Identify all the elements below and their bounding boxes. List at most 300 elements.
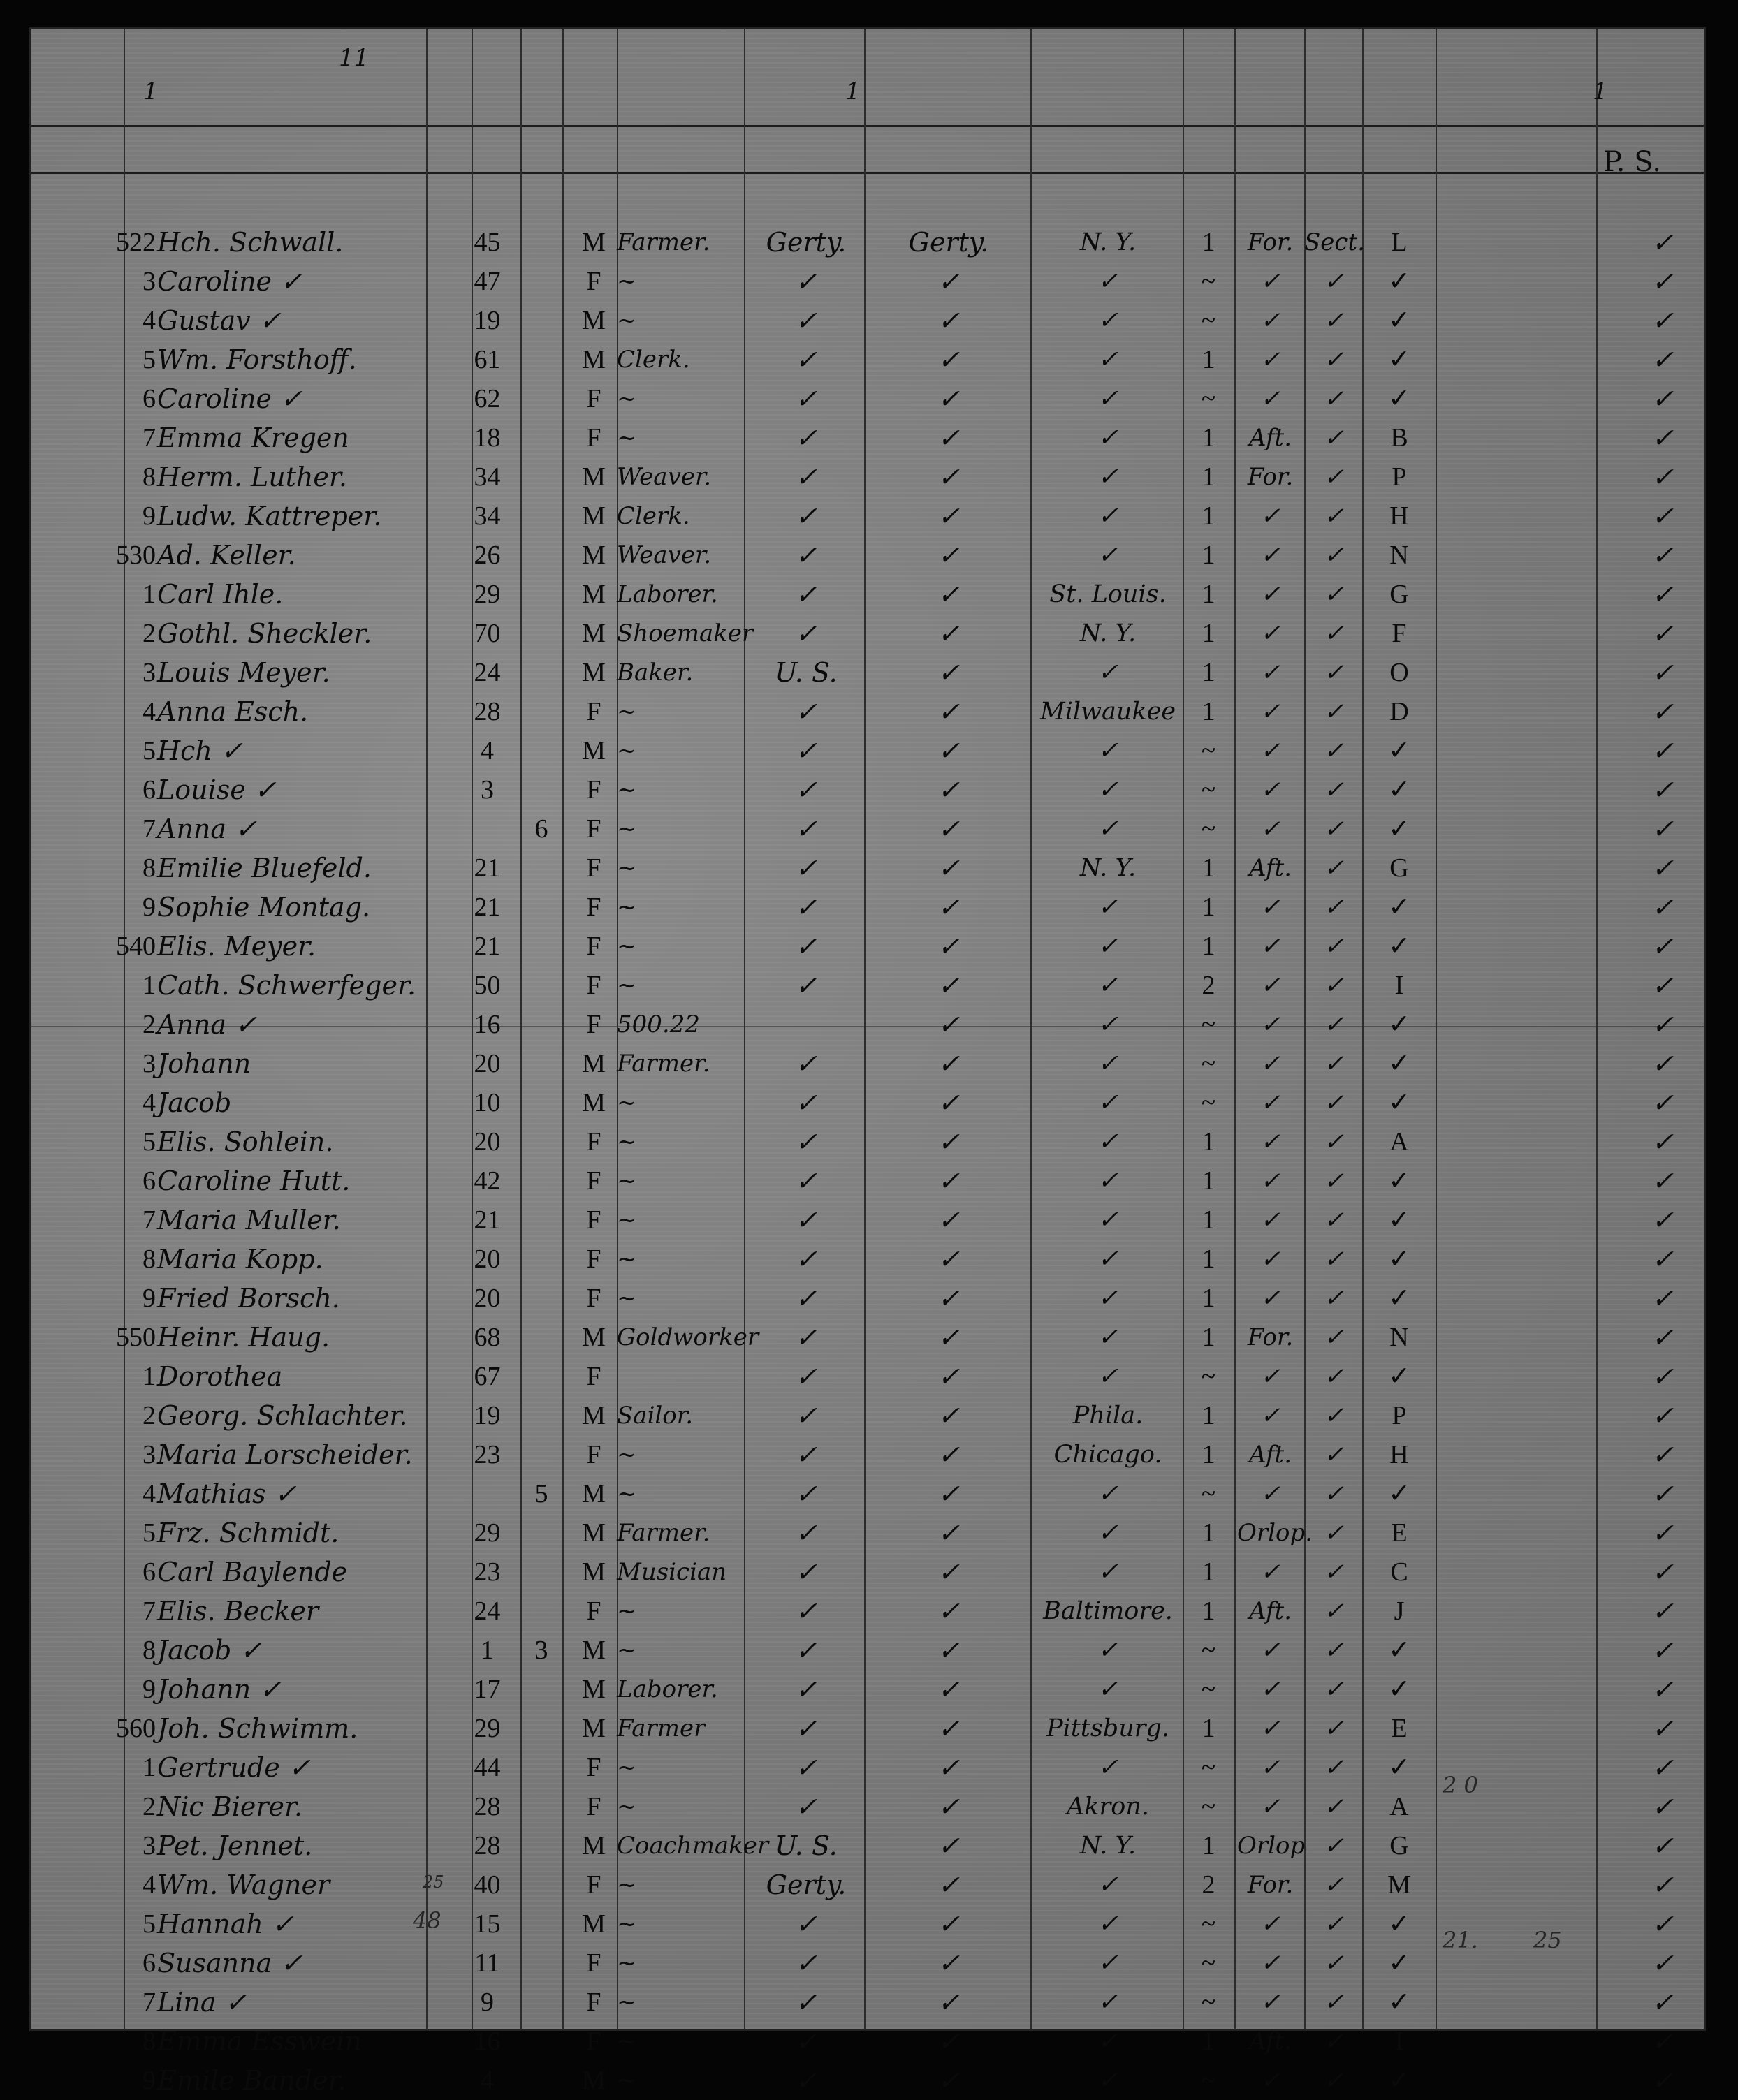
- cell-c10: ✓: [1260, 1988, 1280, 2016]
- cell-age: 20: [474, 1127, 501, 1157]
- manifest-row: [31, 1005, 1704, 1044]
- manifest-row: [31, 731, 1704, 770]
- cell-c10: ✓: [1260, 1245, 1280, 1273]
- cell-sex: M: [582, 1675, 606, 1704]
- cell-name: Louis Meyer.: [157, 657, 330, 688]
- cell-c6: ✓: [795, 1166, 817, 1196]
- cell-age: 21: [474, 893, 501, 922]
- cell-num: 6: [143, 384, 156, 413]
- cell-c8: ✓: [1097, 424, 1118, 452]
- cell-name: Louise ✓: [157, 774, 277, 805]
- cell-c9: 1: [1202, 228, 1215, 257]
- cell-c6: ✓: [795, 1557, 817, 1587]
- cell-c11: ✓: [1324, 463, 1344, 491]
- cell-age: 28: [474, 1792, 501, 1821]
- header-mark: 1: [1593, 78, 1608, 105]
- cell-c10: ✓: [1260, 893, 1280, 921]
- cell-name: Caroline ✓: [157, 266, 302, 297]
- cell-ps: ✓: [1651, 305, 1674, 336]
- cell-c7: ✓: [937, 1400, 960, 1431]
- cell-name: Cath. Schwerfeger.: [157, 970, 416, 1001]
- cell-name: Hannah ✓: [157, 1909, 294, 1939]
- cell-c9: 1: [1202, 658, 1215, 687]
- cell-c11: ✓: [1324, 1206, 1344, 1234]
- manifest-row: [31, 1709, 1704, 1748]
- cell-c7: ✓: [937, 266, 960, 297]
- cell-c11: ✓: [1324, 1558, 1344, 1586]
- cell-sex: M: [582, 1909, 606, 1939]
- cell-c7: ✓: [937, 1518, 960, 1548]
- cell-occ: ~: [617, 893, 637, 921]
- cell-c10: ✓: [1260, 1714, 1280, 1742]
- cell-c8: ✓: [1097, 463, 1118, 491]
- cell-age: 19: [474, 1401, 501, 1430]
- cell-mo: [520, 1044, 562, 1083]
- cell-num: 4: [143, 1870, 156, 1900]
- cell-age: 4: [481, 736, 494, 765]
- cell-mo: [520, 1709, 562, 1748]
- cell-c10: ✓: [1260, 971, 1280, 999]
- cell-occ: ~: [617, 1754, 637, 1782]
- cell-name: Herm. Luther.: [157, 462, 347, 492]
- cell-sex: M: [582, 580, 606, 609]
- cell-num: 6: [143, 775, 156, 805]
- cell-c7: ✓: [937, 1439, 960, 1470]
- cell-c9: 1: [1202, 1244, 1215, 1274]
- cell-ps: ✓: [1651, 1909, 1674, 1939]
- cell-name: Maria Muller.: [157, 1205, 341, 1235]
- cell-c6: [750, 1005, 863, 1044]
- cell-ps: ✓: [1651, 1635, 1674, 1666]
- cell-c8: Phila.: [1072, 1402, 1144, 1430]
- manifest-row: [31, 849, 1704, 888]
- cell-age: 17: [474, 1675, 501, 1704]
- manifest-row: [31, 1357, 1704, 1396]
- cell-age: 15: [474, 1909, 501, 1939]
- cell-mo: [520, 1748, 562, 1787]
- cell-mo: [520, 692, 562, 731]
- cell-mo: [520, 614, 562, 653]
- cell-mo: [520, 1279, 562, 1318]
- cell-c6: ✓: [795, 1283, 817, 1314]
- cell-sex: M: [582, 1714, 606, 1743]
- cell-c7: ✓: [937, 1478, 960, 1509]
- cell-c10: ✓: [1260, 815, 1280, 843]
- cell-c8: St. Louis.: [1049, 580, 1167, 608]
- cell-occ: ~: [617, 971, 637, 999]
- cell-c7: ✓: [937, 814, 960, 844]
- cell-c7: ✓: [937, 540, 960, 571]
- cell-sex: M: [582, 658, 606, 687]
- cell-occ: Farmer.: [617, 1050, 710, 1078]
- cell-c12: ✓: [1388, 1010, 1410, 1039]
- cell-c8: ✓: [1097, 1910, 1118, 1938]
- cell-c6: ✓: [795, 1205, 817, 1235]
- cell-mo: [520, 653, 562, 692]
- cell-c9: ~: [1201, 1479, 1216, 1508]
- cell-mo: [520, 888, 562, 927]
- cell-mo: [520, 340, 562, 379]
- cell-c12: P: [1392, 462, 1407, 492]
- cell-c6: ✓: [795, 1791, 817, 1822]
- cell-c10: For.: [1247, 228, 1294, 256]
- cell-ps: ✓: [1651, 501, 1674, 531]
- cell-c12: P: [1392, 1401, 1407, 1430]
- cell-c10: ✓: [1260, 307, 1280, 335]
- cell-c10: Aft.: [1248, 424, 1292, 452]
- cell-sex: F: [586, 2027, 601, 2056]
- cell-c6: ✓: [795, 383, 817, 414]
- cell-c12: ✓: [1388, 1948, 1410, 1978]
- cell-age: 3: [481, 775, 494, 805]
- cell-c6: ✓: [795, 266, 817, 297]
- cell-num: 7: [143, 1988, 156, 2017]
- cell-c6: ✓: [795, 1752, 817, 1783]
- cell-c9: ~: [1201, 814, 1216, 844]
- cell-sex: M: [582, 736, 606, 765]
- cell-age: 34: [474, 501, 501, 531]
- cell-ps: ✓: [1651, 1283, 1674, 1314]
- cell-occ: Clerk.: [617, 502, 690, 530]
- cell-c12: ✓: [1388, 1479, 1410, 1508]
- manifest-page: [29, 27, 1706, 2096]
- cell-occ: [617, 1357, 744, 1396]
- cell-c12: ✓: [1388, 1675, 1410, 1704]
- cell-sex: M: [582, 1401, 606, 1430]
- cell-c9: ~: [1201, 267, 1216, 296]
- cell-name: Elis. Sohlein.: [157, 1126, 334, 1157]
- cell-c8: ✓: [1097, 815, 1118, 843]
- cell-c12: ✓: [1388, 267, 1410, 296]
- cell-c7: ✓: [937, 1244, 960, 1275]
- cell-c11: ✓: [1324, 619, 1344, 647]
- cell-c11: ✓: [1324, 932, 1344, 960]
- cell-age: 67: [474, 1362, 501, 1391]
- cell-num: 2: [143, 619, 156, 648]
- cell-c8: ✓: [1097, 971, 1118, 999]
- cell-c10: ✓: [1260, 776, 1280, 804]
- cell-age: 70: [474, 619, 501, 648]
- cell-name: Anna Esch.: [157, 696, 309, 727]
- cell-c11: ✓: [1324, 1597, 1344, 1625]
- header-mark: 1: [143, 78, 159, 105]
- cell-mo: [520, 1826, 562, 1865]
- cell-c8: ✓: [1097, 1323, 1118, 1351]
- cell-age: 20: [474, 1284, 501, 1313]
- cell-name: Elis. Becker: [157, 1596, 319, 1627]
- cell-num: 7: [143, 814, 156, 844]
- cell-occ: Weaver.: [617, 541, 712, 569]
- manifest-row: [31, 1161, 1704, 1200]
- cell-c6: ✓: [795, 1126, 817, 1157]
- cell-c7: ✓: [937, 1830, 960, 1861]
- cell-mo: [520, 1787, 562, 1826]
- cell-c12: ✓: [1388, 736, 1410, 765]
- cell-c8: ✓: [1097, 659, 1118, 686]
- cell-c8: ✓: [1097, 1636, 1118, 1664]
- manifest-row: [31, 888, 1704, 927]
- cell-name: Gertrude ✓: [157, 1752, 311, 1783]
- cell-c9: 1: [1202, 1596, 1215, 1626]
- cell-c8: ✓: [1097, 1089, 1118, 1117]
- cell-c7: ✓: [937, 1791, 960, 1822]
- cell-occ: ~: [617, 1284, 637, 1312]
- cell-c7: ✓: [937, 1557, 960, 1587]
- cell-sex: F: [586, 1166, 601, 1196]
- cell-c10: ✓: [1260, 1167, 1280, 1195]
- manifest-row: [31, 692, 1704, 731]
- cell-mo: [520, 927, 562, 966]
- cell-c9: 1: [1202, 1401, 1215, 1430]
- cell-c9: ~: [1201, 1792, 1216, 1821]
- cell-c11: ✓: [1324, 971, 1344, 999]
- cell-occ: ~: [617, 1988, 637, 2016]
- cell-c11: ✓: [1324, 1050, 1344, 1078]
- cell-c9: 1: [1202, 1714, 1215, 1743]
- cell-sex: F: [586, 1205, 601, 1235]
- cell-c7: ✓: [937, 344, 960, 375]
- cell-sex: M: [582, 1088, 606, 1117]
- cell-c12: ✓: [1388, 1244, 1410, 1274]
- cell-c11: ✓: [1324, 267, 1344, 295]
- cell-c10: ✓: [1260, 1949, 1280, 1977]
- cell-name: Emile Bander.: [157, 2065, 346, 2096]
- cell-c6: ✓: [795, 1322, 817, 1353]
- cell-c6: ✓: [795, 931, 817, 962]
- cell-c8: ✓: [1097, 1284, 1118, 1312]
- cell-c7: ✓: [937, 1283, 960, 1314]
- cell-num: 8: [143, 2027, 156, 2056]
- cell-ps: ✓: [1651, 1713, 1674, 1744]
- cell-c10: Aft.: [1248, 1441, 1292, 1469]
- cell-ps: ✓: [1651, 1948, 1674, 1978]
- cell-c11: ✓: [1324, 307, 1344, 335]
- cell-c7: ✓: [937, 1361, 960, 1392]
- cell-num: 4: [143, 697, 156, 726]
- cell-c8: N. Y.: [1079, 228, 1137, 256]
- cell-c9: 1: [1202, 1323, 1215, 1352]
- cell-name: Caroline ✓: [157, 383, 302, 414]
- cell-c10: ✓: [1260, 1050, 1280, 1078]
- cell-num: 9: [143, 1284, 156, 1313]
- cell-num: 9: [143, 1675, 156, 1704]
- cell-c10: Aft.: [1248, 1597, 1292, 1625]
- cell-ps: ✓: [1651, 2026, 1674, 2057]
- cell-c7: ✓: [937, 579, 960, 610]
- cell-c12: ✓: [1388, 775, 1410, 805]
- cell-mo: [520, 1435, 562, 1474]
- cell-c6: ✓: [795, 1439, 817, 1470]
- cell-c11: ✓: [1324, 1988, 1344, 2016]
- cell-c8: ✓: [1097, 1363, 1118, 1390]
- cell-name: Elis. Meyer.: [157, 931, 316, 962]
- cell-name: Jacob ✓: [157, 1635, 263, 1666]
- manifest-row: [31, 2022, 1704, 2061]
- cell-c12: ✓: [1388, 1636, 1410, 1665]
- cell-c9: ~: [1201, 1988, 1216, 2017]
- cell-c12: E: [1391, 1518, 1408, 1548]
- cell-mo: 6: [534, 814, 548, 844]
- cell-ps: ✓: [1651, 1009, 1674, 1040]
- cell-occ: Farmer.: [617, 228, 710, 256]
- cell-c10: ✓: [1260, 698, 1280, 726]
- cell-name: Gustav ✓: [157, 305, 282, 336]
- cell-c9: 1: [1202, 893, 1215, 922]
- cell-c12: N: [1389, 1323, 1409, 1352]
- cell-name: Johann: [157, 1048, 251, 1079]
- cell-occ: ~: [617, 698, 637, 726]
- cell-c11: ✓: [1324, 1871, 1344, 1899]
- cell-num: 6: [143, 1948, 156, 1978]
- cell-mo: [520, 2022, 562, 2061]
- cell-c9: 1: [1202, 853, 1215, 883]
- manifest-row: [31, 340, 1704, 379]
- cell-occ: Farmer.: [617, 1519, 710, 1547]
- cell-c8: ✓: [1097, 2066, 1118, 2094]
- cell-c8: ✓: [1097, 1675, 1118, 1703]
- cell-c12: ✓: [1388, 1988, 1410, 2017]
- cell-c10: ✓: [1260, 2066, 1280, 2094]
- cell-name: Gothl. Sheckler.: [157, 618, 372, 649]
- cell-c11: ✓: [1324, 1245, 1344, 1273]
- cell-c11: ✓: [1324, 1949, 1344, 1977]
- cell-num: 560: [116, 1714, 156, 1743]
- cell-name: Anna ✓: [157, 1009, 257, 1040]
- cell-ps: ✓: [1651, 1166, 1674, 1196]
- manifest-row: [31, 1670, 1704, 1709]
- cell-age: 20: [474, 1244, 501, 1274]
- cell-num: 5: [143, 1909, 156, 1939]
- cell-occ: ~: [617, 815, 637, 843]
- cell-num: 8: [143, 462, 156, 492]
- cell-name: Carl Ihle.: [157, 579, 284, 610]
- cell-occ: ~: [617, 1871, 637, 1899]
- cell-ps: ✓: [1651, 1674, 1674, 1705]
- cell-c8: Pittsburg.: [1046, 1714, 1170, 1742]
- cell-c10: ✓: [1260, 541, 1280, 569]
- cell-mo: 3: [534, 1636, 548, 1665]
- cell-mo: [520, 966, 562, 1005]
- cell-c6: ✓: [795, 618, 817, 649]
- cell-ps: ✓: [1651, 1322, 1674, 1353]
- cell-ps: ✓: [1651, 970, 1674, 1001]
- cell-c8: ✓: [1097, 1988, 1118, 2016]
- cell-c8: ✓: [1097, 346, 1118, 374]
- cell-num: 1: [143, 971, 156, 1000]
- cell-c9: 1: [1202, 345, 1215, 374]
- cell-c10: ✓: [1260, 1754, 1280, 1782]
- cell-c6: ✓: [795, 853, 817, 883]
- cell-c8: ✓: [1097, 307, 1118, 335]
- cell-c10: ✓: [1260, 1128, 1280, 1156]
- manifest-row: [31, 927, 1704, 966]
- cell-c8: ✓: [1097, 267, 1118, 295]
- cell-mo: [520, 1670, 562, 1709]
- cell-c12: E: [1391, 1714, 1408, 1743]
- cell-num: 540: [116, 932, 156, 961]
- cell-name: Anna ✓: [157, 814, 257, 844]
- cell-name: Emma Kregen: [157, 423, 349, 453]
- cell-mo: [520, 849, 562, 888]
- cell-c12: ✓: [1388, 814, 1410, 844]
- manifest-row: [31, 2061, 1704, 2100]
- cell-c8: ✓: [1097, 1871, 1118, 1899]
- cell-age: 68: [474, 1323, 501, 1352]
- cell-c6: Gerty.: [766, 227, 847, 258]
- cell-occ: Weaver.: [617, 463, 712, 491]
- cell-c6: ✓: [795, 1948, 817, 1978]
- cell-num: 1: [143, 1362, 156, 1391]
- manifest-row: [31, 1474, 1704, 1513]
- cell-name: Hch ✓: [157, 735, 243, 766]
- cell-name: Nic Bierer.: [157, 1791, 303, 1822]
- header-mark: 11: [339, 44, 370, 72]
- cell-c7: ✓: [937, 501, 960, 531]
- cell-mo: [520, 223, 562, 262]
- cell-c12: ✓: [1388, 1909, 1410, 1939]
- cell-c9: 1: [1202, 1518, 1215, 1548]
- cell-c12: ✓: [1388, 306, 1410, 335]
- cell-c9: ~: [1201, 1010, 1216, 1039]
- cell-c9: 1: [1202, 2027, 1215, 2056]
- header-rule-top: [31, 125, 1704, 127]
- cell-ps: ✓: [1651, 814, 1674, 844]
- cell-c12: ✓: [1388, 1753, 1410, 1782]
- cell-c11: ✓: [1324, 580, 1344, 608]
- cell-c9: 1: [1202, 423, 1215, 453]
- cell-c7: ✓: [937, 1909, 960, 1939]
- cell-sex: F: [586, 1127, 601, 1157]
- cell-c7: ✓: [937, 735, 960, 766]
- cell-name: Johann ✓: [157, 1674, 282, 1705]
- cell-c8: Baltimore.: [1043, 1597, 1173, 1625]
- cell-c7: ✓: [937, 1674, 960, 1705]
- cell-name: Frz. Schmidt.: [157, 1518, 339, 1548]
- cell-occ: Shoemaker: [617, 619, 754, 647]
- manifest-row: [31, 770, 1704, 809]
- cell-name: Jacob: [157, 1087, 232, 1118]
- manifest-row: [31, 536, 1704, 575]
- cell-c9: 1: [1202, 1205, 1215, 1235]
- cell-c12: ✓: [1388, 384, 1410, 413]
- cell-age: 21: [474, 932, 501, 961]
- cell-age: 16: [474, 2027, 501, 2056]
- cell-age: 50: [474, 971, 501, 1000]
- cell-c7: ✓: [937, 1166, 960, 1196]
- manifest-row: [31, 1631, 1704, 1670]
- cell-age: 40: [474, 1870, 501, 1900]
- cell-c9: ~: [1201, 1088, 1216, 1117]
- cell-c6: ✓: [795, 1987, 817, 2018]
- cell-c7: ✓: [937, 462, 960, 492]
- cell-name: Maria Kopp.: [157, 1244, 323, 1275]
- cell-name: Pet. Jennet.: [157, 1830, 313, 1861]
- cell-name: Wm. Wagner: [157, 1870, 330, 1900]
- cell-c10: ✓: [1260, 1363, 1280, 1390]
- cell-c7: ✓: [937, 970, 960, 1001]
- cell-mo: [520, 1592, 562, 1631]
- cell-ps: ✓: [1651, 1987, 1674, 2018]
- cell-c9: 2: [1202, 1870, 1215, 1900]
- cell-c12: ✓: [1388, 893, 1410, 922]
- cell-c9: ~: [1201, 1753, 1216, 1782]
- cell-num: 4: [143, 1088, 156, 1117]
- cell-c10: For.: [1247, 463, 1294, 491]
- cell-occ: Musician: [617, 1558, 727, 1586]
- cell-ps: ✓: [1651, 462, 1674, 492]
- cell-c12: A: [1389, 1792, 1409, 1821]
- cell-sex: F: [586, 1753, 601, 1782]
